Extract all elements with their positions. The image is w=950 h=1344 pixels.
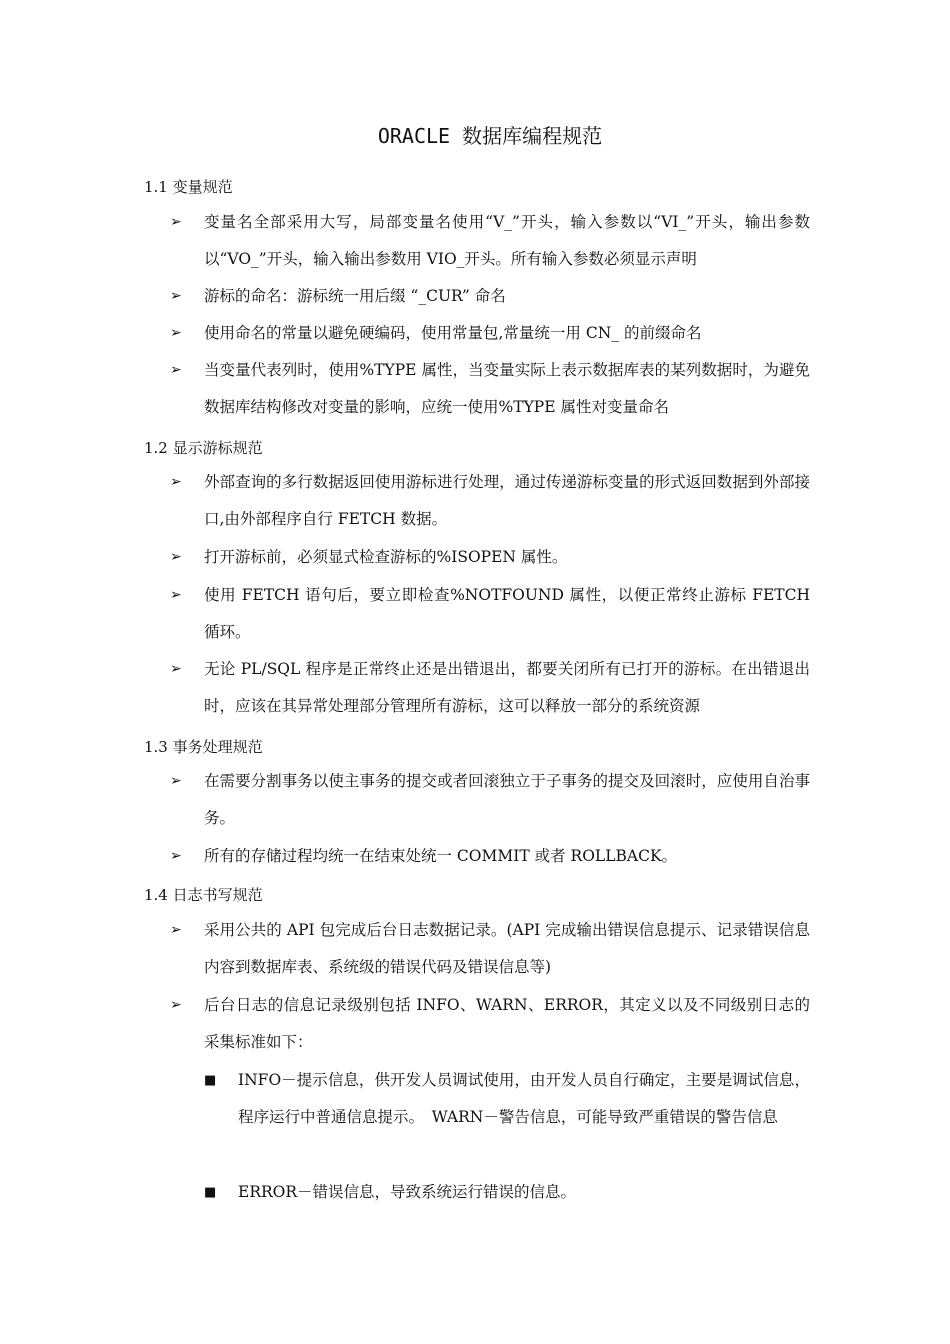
section-heading: 1.1 变量规范 bbox=[144, 178, 233, 196]
bullet-arrow-icon: ➢ bbox=[170, 922, 182, 938]
sub-list-item: ■ ERROR－错误信息，导致系统运行错误的信息。 bbox=[204, 1174, 810, 1211]
bullet-arrow-icon: ➢ bbox=[170, 214, 182, 230]
list-item: ➢ 变量名全部采用大写，局部变量名使用“V_”开头，输入参数以“VI_”开头，输出参数以“VO_”开头，输入输出参数用 VIO_开头。所有输入参数必须显示声明 bbox=[170, 204, 810, 278]
bullet-arrow-icon: ➢ bbox=[170, 773, 182, 789]
list-item: ➢ 使用命名的常量以避免硬编码，使用常量包,常量统一用 CN_ 的前缀命名 bbox=[170, 315, 810, 352]
list-item: ➢ 后台日志的信息记录级别包括 INFO、WARN、ERROR，其定义以及不同级别日志的采集标准如下： bbox=[170, 987, 810, 1061]
list-item: ➢ 无论 PL/SQL 程序是正常终止还是出错退出，都要关闭所有已打开的游标。在出错退出时，应该在其异常处理部分管理所有游标，这可以释放一部分的系统资源 bbox=[170, 651, 810, 725]
list-item: ➢ 所有的存储过程均统一在结束处统一 COMMIT 或者 ROLLBACK。 bbox=[170, 838, 810, 875]
list-item: ➢ 游标的命名：游标统一用后缀 “_CUR” 命名 bbox=[170, 278, 810, 315]
section-heading: 1.2 显示游标规范 bbox=[144, 439, 263, 457]
list-item: ➢ 打开游标前，必须显式检查游标的%ISOPEN 属性。 bbox=[170, 539, 810, 576]
list-item: ➢ 在需要分割事务以使主事务的提交或者回滚独立于子事务的提交及回滚时，应使用自治事务。 bbox=[170, 763, 810, 837]
bullet-arrow-icon: ➢ bbox=[170, 848, 182, 864]
list-item: ➢ 当变量代表列时，使用%TYPE 属性，当变量实际上表示数据库表的某列数据时，为避免数据库结构修改对变量的影响，应统一使用%TYPE 属性对变量命名 bbox=[170, 352, 810, 426]
bullet-arrow-icon: ➢ bbox=[170, 325, 182, 341]
list-item: ➢ 采用公共的 API 包完成后台日志数据记录。(API 完成输出错误信息提示、记录错误信息内容到数据库表、系统级的错误代码及错误信息等) bbox=[170, 912, 810, 986]
section-heading: 1.3 事务处理规范 bbox=[144, 738, 263, 756]
section-heading: 1.4 日志书写规范 bbox=[144, 886, 263, 904]
bullet-square-icon: ■ bbox=[204, 1185, 217, 1200]
bullet-arrow-icon: ➢ bbox=[170, 362, 182, 378]
bullet-arrow-icon: ➢ bbox=[170, 587, 182, 603]
bullet-arrow-icon: ➢ bbox=[170, 661, 182, 677]
bullet-arrow-icon: ➢ bbox=[170, 474, 182, 490]
list-item: ➢ 外部查询的多行数据返回使用游标进行处理，通过传递游标变量的形式返回数据到外部接口,由外部程序自行 FETCH 数据。 bbox=[170, 464, 810, 538]
bullet-arrow-icon: ➢ bbox=[170, 997, 182, 1013]
bullet-arrow-icon: ➢ bbox=[170, 288, 182, 304]
bullet-square-icon: ■ bbox=[204, 1073, 217, 1088]
bullet-arrow-icon: ➢ bbox=[170, 549, 182, 565]
page-title: ORACLE 数据库编程规范 bbox=[377, 124, 603, 148]
sub-list-item: ■ INFO－提示信息，供开发人员调试使用，由开发人员自行确定，主要是调试信息，程序运行中普通信息提示。 WARN－警告信息，可能导致严重错误的警告信息 bbox=[204, 1062, 810, 1136]
list-item: ➢ 使用 FETCH 语句后，要立即检查%NOTFOUND 属性，以便正常终止游标 FETCH 循环。 bbox=[170, 577, 810, 651]
